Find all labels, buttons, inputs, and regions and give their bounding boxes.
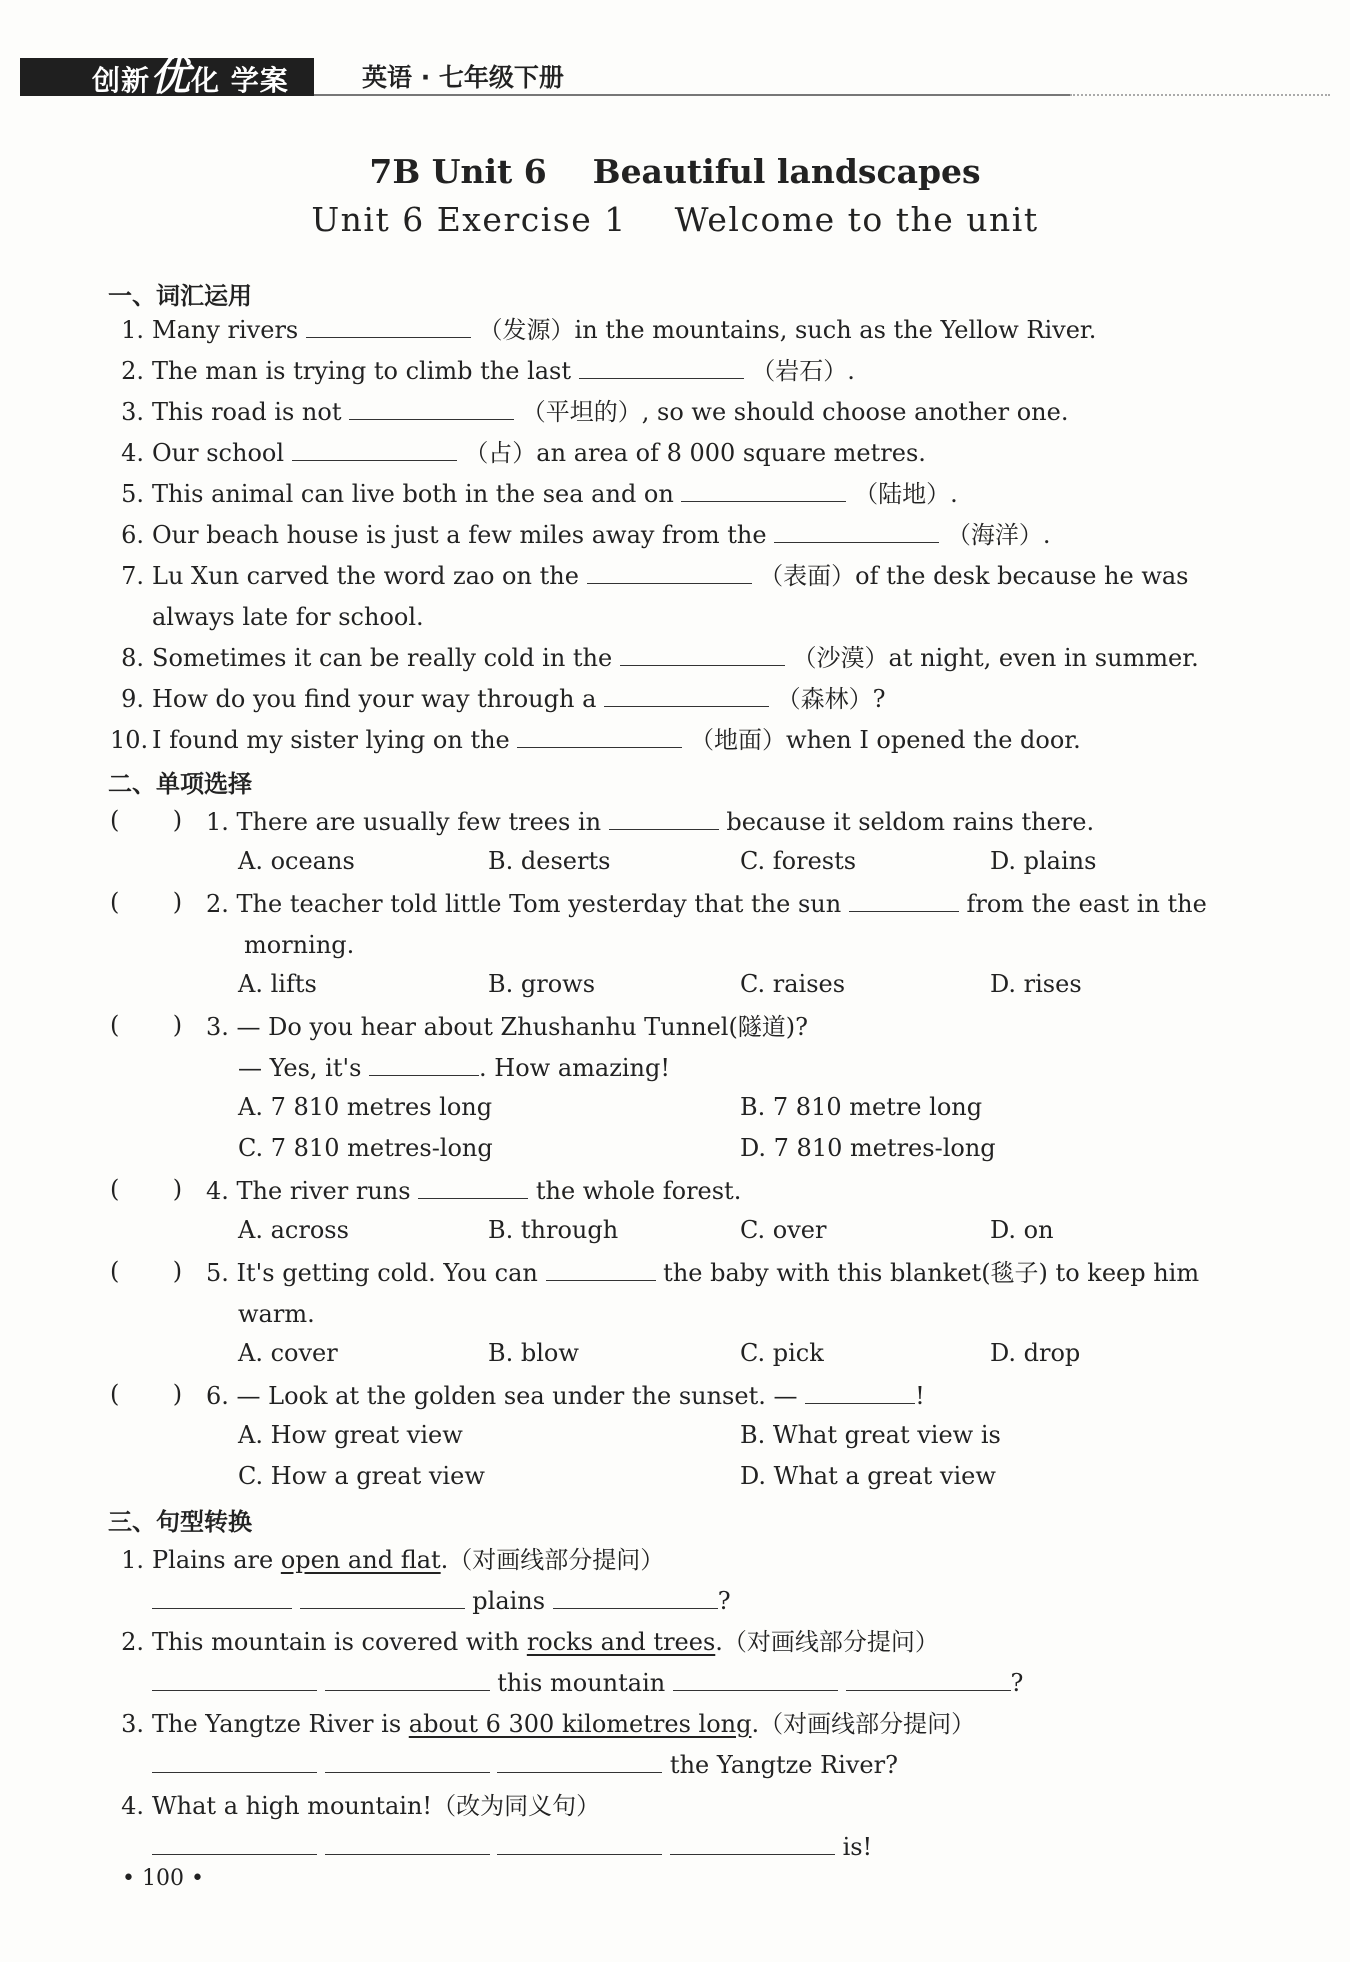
transform-item: 1. Plains are open and flat.（对画线部分提问） [121, 1546, 665, 1574]
answer-blank[interactable] [546, 1258, 656, 1281]
option-b[interactable]: B. 7 810 metre long [740, 1093, 983, 1121]
answer-blank[interactable] [300, 1586, 465, 1609]
answer-bracket[interactable]: ( ) [110, 1380, 183, 1408]
option-c[interactable]: C. How a great view [238, 1462, 485, 1490]
answer-blank[interactable] [306, 315, 471, 338]
answer-blank[interactable] [670, 1832, 835, 1855]
answer-blank[interactable] [849, 889, 959, 912]
answer-bracket[interactable]: ( ) [110, 806, 183, 834]
option-d[interactable]: D. on [990, 1216, 1054, 1244]
answer-bracket[interactable]: ( ) [110, 1011, 183, 1039]
option-c[interactable]: C. raises [740, 970, 846, 998]
answer-blank[interactable] [774, 520, 939, 543]
answer-blank[interactable] [325, 1832, 490, 1855]
section-heading-transform: 三、句型转换 [108, 1508, 252, 1536]
mc-question: 6. — Look at the golden sea under the sunset. — ! [206, 1382, 925, 1410]
option-a[interactable]: A. oceans [238, 847, 355, 875]
answer-blank[interactable] [325, 1668, 490, 1691]
transform-answer-line: this mountain ? [152, 1667, 1023, 1699]
answer-blank[interactable] [497, 1832, 662, 1855]
option-b[interactable]: B. through [488, 1216, 619, 1244]
transform-item: 4. What a high mountain!（改为同义句） [121, 1792, 601, 1820]
answer-blank[interactable] [517, 725, 682, 748]
option-b[interactable]: B. What great view is [740, 1421, 1001, 1449]
answer-blank[interactable] [325, 1750, 490, 1773]
answer-bracket[interactable]: ( ) [110, 1257, 183, 1285]
mc-question-continued: morning. [244, 931, 355, 959]
option-d[interactable]: D. drop [990, 1339, 1081, 1367]
answer-blank[interactable] [418, 1176, 528, 1199]
option-a[interactable]: A. across [238, 1216, 349, 1244]
transform-answer-line: is! [152, 1831, 872, 1863]
transform-item: 3. The Yangtze River is about 6 300 kilometres long.（对画线部分提问） [121, 1710, 976, 1738]
section-heading-vocab: 一、词汇运用 [108, 282, 252, 310]
option-c[interactable]: C. 7 810 metres-long [238, 1134, 493, 1162]
option-c[interactable]: C. pick [740, 1339, 824, 1367]
answer-blank[interactable] [673, 1668, 838, 1691]
vocab-item: 7. Lu Xun carved the word zao on the （表面）of the desk because he was [121, 562, 1189, 590]
mc-question: 4. The river runs the whole forest. [206, 1177, 742, 1205]
answer-blank[interactable] [152, 1586, 292, 1609]
vocab-item: 3. This road is not （平坦的）, so we should choose another one. [121, 398, 1069, 426]
option-a[interactable]: A. lifts [238, 970, 317, 998]
vocab-item: 9. How do you find your way through a （森林）? [121, 685, 886, 713]
page-number: • 100 • [122, 1866, 204, 1891]
mc-question: 3. — Do you hear about Zhushanhu Tunnel(隧道)? [206, 1013, 809, 1041]
answer-blank[interactable] [152, 1668, 317, 1691]
header-rule [314, 94, 1070, 96]
option-d[interactable]: D. rises [990, 970, 1082, 998]
mc-question-continued: — Yes, it's . How amazing! [238, 1054, 671, 1082]
answer-blank[interactable] [152, 1832, 317, 1855]
vocab-item: 1. Many rivers （发源）in the mountains, such as the Yellow River. [121, 316, 1097, 344]
option-d[interactable]: D. 7 810 metres-long [740, 1134, 996, 1162]
vocab-item: 8. Sometimes it can be really cold in the （沙漠）at night, even in summer. [121, 644, 1199, 672]
vocab-item: 4. Our school （占）an area of 8 000 square metres. [121, 439, 926, 467]
option-c[interactable]: C. forests [740, 847, 857, 875]
subject-label: 英语 · 七年级下册 [362, 63, 564, 92]
answer-blank[interactable] [609, 807, 719, 830]
vocab-item: 2. The man is trying to climb the last （岩石）. [121, 357, 855, 385]
answer-blank[interactable] [620, 643, 785, 666]
exercise-title: Unit 6 Exercise 1 Welcome to the unit [311, 200, 1039, 239]
mc-question: 2. The teacher told little Tom yesterday that the sun from the east in the [206, 890, 1207, 918]
brand-logo: 创新优化 学案 [92, 54, 289, 100]
transform-answer-line: plains ? [152, 1585, 731, 1617]
option-b[interactable]: B. grows [488, 970, 596, 998]
option-a[interactable]: A. How great view [238, 1421, 463, 1449]
option-d[interactable]: D. What a great view [740, 1462, 996, 1490]
answer-blank[interactable] [349, 397, 514, 420]
header-dotted-rule [1070, 94, 1330, 96]
mc-question: 1. There are usually few trees in because it seldom rains there. [206, 808, 1095, 836]
answer-blank[interactable] [369, 1053, 479, 1076]
answer-bracket[interactable]: ( ) [110, 1175, 183, 1203]
answer-blank[interactable] [152, 1750, 317, 1773]
vocab-item: 10. I found my sister lying on the （地面）when I opened the door. [110, 726, 1081, 754]
answer-blank[interactable] [604, 684, 769, 707]
option-a[interactable]: A. cover [238, 1339, 338, 1367]
answer-blank[interactable] [805, 1381, 915, 1404]
answer-blank[interactable] [292, 438, 457, 461]
answer-blank[interactable] [681, 479, 846, 502]
mc-question: 5. It's getting cold. You can the baby with this blanket(毯子) to keep him [206, 1259, 1200, 1287]
answer-blank[interactable] [579, 356, 744, 379]
option-b[interactable]: B. blow [488, 1339, 579, 1367]
vocab-item: 5. This animal can live both in the sea and on （陆地）. [121, 480, 958, 508]
mc-question-continued: warm. [238, 1300, 315, 1328]
vocab-item-continued: always late for school. [152, 603, 424, 631]
transform-item: 2. This mountain is covered with rocks and trees.（对画线部分提问） [121, 1628, 939, 1656]
answer-blank[interactable] [553, 1586, 718, 1609]
option-a[interactable]: A. 7 810 metres long [238, 1093, 493, 1121]
unit-title: 7B Unit 6 Beautiful landscapes [369, 152, 981, 191]
answer-blank[interactable] [587, 561, 752, 584]
option-b[interactable]: B. deserts [488, 847, 611, 875]
answer-bracket[interactable]: ( ) [110, 888, 183, 916]
answer-blank[interactable] [497, 1750, 662, 1773]
option-d[interactable]: D. plains [990, 847, 1097, 875]
option-c[interactable]: C. over [740, 1216, 827, 1244]
vocab-item: 6. Our beach house is just a few miles away from the （海洋）. [121, 521, 1051, 549]
answer-blank[interactable] [846, 1668, 1011, 1691]
section-heading-choice: 二、单项选择 [108, 770, 252, 798]
transform-answer-line: the Yangtze River? [152, 1749, 898, 1781]
